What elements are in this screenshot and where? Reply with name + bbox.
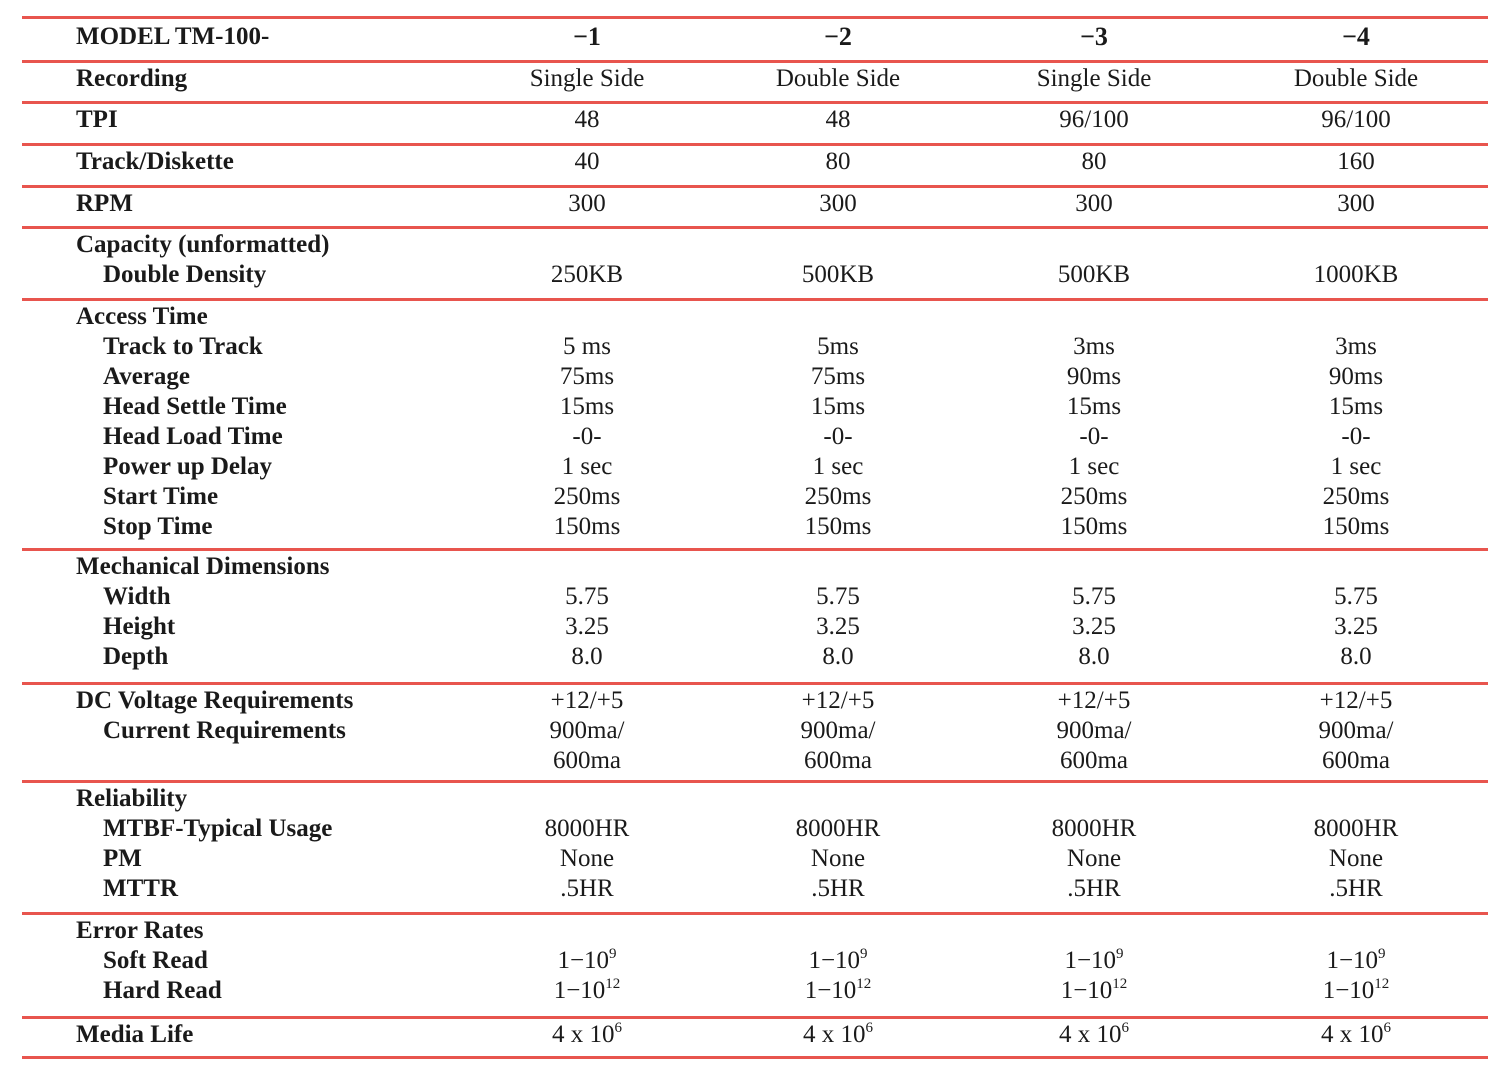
value-cell: 150ms [1322,513,1390,540]
value-cell: 300 [1075,190,1113,217]
value-cell: None [1066,845,1122,872]
row-divider [22,682,1488,685]
value-cell: 250ms [804,483,872,510]
value-cell: 96/100 [1321,106,1391,133]
value-cell: 1 sec [812,453,864,480]
value-cell: 3ms [1335,333,1377,360]
value-cell: 900ma/ [1056,717,1132,744]
value-cell: 4 x $10^6$ [803,1020,873,1048]
value-cell: 8.0 [822,643,854,670]
sub-row-label: PM [103,845,142,872]
value-cell: +12/+5 [550,687,624,714]
sub-row-label: Stop Time [103,513,213,540]
value-cell: 15ms [559,393,615,420]
column-header: −2 [824,22,852,51]
value-cell: 8.0 [1078,643,1110,670]
value-cell: $1-10^9$ [557,946,617,974]
value-cell: $1-10^{12}$ [553,976,621,1004]
value-cell: 8000HR [1313,815,1399,842]
value-cell: 15ms [1328,393,1384,420]
value-cell: 250ms [1060,483,1128,510]
value-cell: $1-10^9$ [808,946,868,974]
sub-row-label: Double Density [103,261,267,288]
value-cell: 600ma [1321,747,1391,774]
column-header: −3 [1080,22,1108,51]
sub-row-label: Width [103,583,171,610]
sub-row-label: Track to Track [103,333,263,360]
value-cell: 3.25 [816,613,860,640]
section-label: Media Life [76,1021,194,1048]
value-cell: 1000KB [1313,261,1399,288]
value-cell: 5.75 [1072,583,1116,610]
column-header: −4 [1342,22,1370,51]
value-cell: 96/100 [1059,106,1129,133]
section-label: Track/Diskette [76,148,234,175]
value-cell: 250KB [550,261,624,288]
value-cell: $1-10^{12}$ [1060,976,1128,1004]
value-cell: 500KB [801,261,875,288]
value-cell: 8.0 [571,643,603,670]
value-cell: 40 [574,148,600,175]
value-cell: 600ma [1059,747,1129,774]
row-divider [22,143,1488,146]
section-label: Reliability [76,785,188,812]
value-cell: $1-10^{12}$ [1322,976,1390,1004]
value-cell: 8000HR [795,815,881,842]
value-cell: 5.75 [1334,583,1378,610]
value-cell: 4 x $10^6$ [552,1020,622,1048]
value-cell: $1-10^9$ [1326,946,1386,974]
value-cell: $1-10^9$ [1064,946,1124,974]
value-cell: None [559,845,615,872]
value-cell: 90ms [1328,363,1384,390]
value-cell: 15ms [810,393,866,420]
section-label: Mechanical Dimensions [76,553,330,580]
sub-row-label: Average [103,363,190,390]
value-cell: 4 x $10^6$ [1321,1020,1391,1048]
value-cell: 1 sec [561,453,613,480]
row-divider [22,226,1488,229]
value-cell: 300 [1337,190,1375,217]
value-cell: 160 [1337,148,1375,175]
row-divider [22,1056,1488,1059]
value-cell: 500KB [1057,261,1131,288]
value-cell: 80 [825,148,851,175]
value-cell: 900ma/ [800,717,876,744]
value-cell: 3ms [1073,333,1115,360]
sub-row-label: Hard Read [103,977,222,1004]
value-cell: Single Side [529,65,645,92]
value-cell: None [810,845,866,872]
section-label: Recording [76,65,188,92]
value-cell: 600ma [552,747,622,774]
value-cell: 48 [825,106,851,133]
value-cell: 300 [819,190,857,217]
value-cell: 1 sec [1068,453,1120,480]
section-label: Capacity (unformatted) [76,231,330,258]
value-cell: -0- [1079,423,1109,450]
row-divider [22,912,1488,915]
sub-row-label: Head Load Time [103,423,283,450]
value-cell: None [1328,845,1384,872]
value-cell: 80 [1081,148,1107,175]
value-cell: .5HR [811,875,865,902]
value-cell: 250ms [1322,483,1390,510]
value-cell: 5.75 [565,583,609,610]
value-cell: 8000HR [544,815,630,842]
value-cell: Single Side [1036,65,1152,92]
value-cell: 300 [568,190,606,217]
row-divider [22,548,1488,551]
section-label: Error Rates [76,917,204,944]
sub-row-label: Start Time [103,483,219,510]
value-cell: 3.25 [1334,613,1378,640]
sub-row-label: Power up Delay [103,453,272,480]
value-cell: .5HR [1067,875,1121,902]
row-divider [22,298,1488,301]
section-label: TPI [76,106,118,133]
value-cell: +12/+5 [801,687,875,714]
value-cell: 5 ms [563,333,611,360]
value-cell: $1-10^{12}$ [804,976,872,1004]
sub-row-label: Height [103,613,176,640]
value-cell: -0- [823,423,853,450]
value-cell: 5ms [817,333,859,360]
sub-row-label: Head Settle Time [103,393,287,420]
value-cell: 150ms [804,513,872,540]
value-cell: +12/+5 [1319,687,1393,714]
sub-row-label: MTBF-Typical Usage [103,815,333,842]
value-cell: -0- [572,423,602,450]
value-cell: 48 [574,106,600,133]
row-divider [22,780,1488,783]
row-divider [22,60,1488,63]
sub-row-label: MTTR [103,875,178,902]
section-label: Access Time [76,303,208,330]
sub-row-label: Soft Read [103,947,208,974]
value-cell: Double Side [1293,65,1419,92]
row-divider [22,1016,1488,1019]
header-label: MODEL TM-100- [76,23,270,50]
row-divider [22,185,1488,188]
value-cell: 90ms [1066,363,1122,390]
value-cell: 8000HR [1051,815,1137,842]
value-cell: 3.25 [565,613,609,640]
value-cell: .5HR [560,875,614,902]
section-label: RPM [76,190,133,217]
sub-row-label: Current Requirements [103,717,346,744]
value-cell: 600ma [803,747,873,774]
value-cell: 150ms [553,513,621,540]
value-cell: 4 x $10^6$ [1059,1020,1129,1048]
section-label: DC Voltage Requirements [76,687,354,714]
value-cell: 75ms [559,363,615,390]
value-cell: 250ms [553,483,621,510]
value-cell: 75ms [810,363,866,390]
value-cell: +12/+5 [1057,687,1131,714]
value-cell: 15ms [1066,393,1122,420]
value-cell: -0- [1341,423,1371,450]
value-cell: 1 sec [1330,453,1382,480]
value-cell: Double Side [775,65,901,92]
value-cell: 3.25 [1072,613,1116,640]
row-divider [22,16,1488,19]
value-cell: 150ms [1060,513,1128,540]
value-cell: 900ma/ [549,717,625,744]
value-cell: .5HR [1329,875,1383,902]
column-header: −1 [573,22,601,51]
row-divider [22,101,1488,104]
value-cell: 8.0 [1340,643,1372,670]
value-cell: 900ma/ [1318,717,1394,744]
value-cell: 5.75 [816,583,860,610]
sub-row-label: Depth [103,643,169,670]
